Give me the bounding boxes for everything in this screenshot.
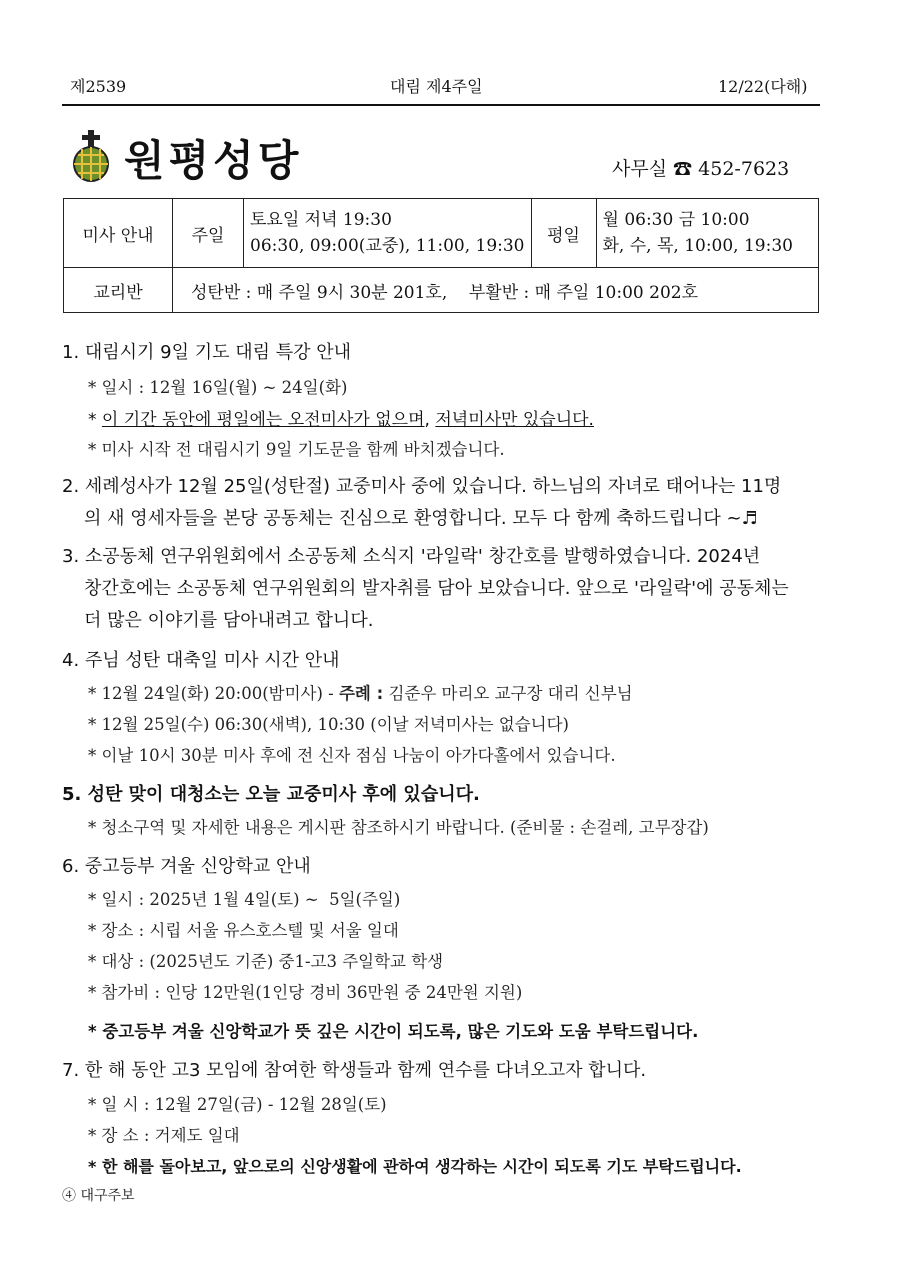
notice-5-title: 5. 성탄 맞이 대청소는 오늘 교중미사 후에 있습니다. [62,784,480,805]
issue-number: 제2539 [70,77,127,96]
notice-2-line-2: 의 새 영세자들을 본당 공동체는 진심으로 환영합니다. 모두 다 함께 축하드립니다 ~♬ [84,508,758,529]
notice-1-detail-2 [88,405,594,430]
no-morning-mass-note: 이 기간 동안에 평일에는 오전미사가 없으며 [101,410,425,430]
sunday-times-line1: 토요일 저녁 19:30 [250,210,392,230]
office-contact [612,154,789,181]
notice-4-detail-3: * 이날 10시 30분 미사 후에 전 신자 점심 나눔이 아가다홀에서 있습니다. [88,746,616,765]
liturgical-week: 대림 제4주일 [390,77,483,96]
footer-page-label: ④ 대구주보 [62,1188,135,1204]
notice-1-detail-3: * 미사 시작 전 대림시기 9일 기도문을 함께 바치겠습니다. [88,440,505,459]
sunday-times-line2: 06:30, 09:00(교중), 11:00, 19:30 [250,236,525,256]
notice-6-title: 6. 중고등부 겨울 신앙학교 안내 [62,856,311,877]
church-logo-icon [66,130,116,182]
notice-3-line-1: 3. 소공동체 연구위원회에서 소공동체 소식지 '라일락' 창간호를 발행하였습니다. 2024년 [62,546,761,567]
notice-6-detail-2: * 장소 : 시립 서울 유스호스텔 및 서울 일대 [88,921,399,940]
notice-7-detail-2: * 장 소 : 거제도 일대 [88,1126,240,1145]
notice-6-detail-5: * 중고등부 겨울 신앙학교가 뜻 깊은 시간이 되도록, 많은 기도와 도움 부탁드립니다. [88,1022,699,1041]
notice-1-detail-1: * 일시 : 12월 16일(월) ~ 24일(화) [88,378,348,397]
sunday-times [244,199,532,268]
mass-label: 미사 안내 [64,199,173,268]
catechism-schedule: 성탄반 : 매 주일 9시 30분 201호, 부활반 : 매 주일 10:00 202호 [173,268,819,313]
office-label: 사무실 [612,158,668,180]
phone-number: 452-7623 [698,158,790,180]
notice-7-title: 7. 한 해 동안 고3 모임에 참여한 학생들과 함께 연수를 다녀오고자 합니다. [62,1060,647,1081]
notice-4-detail-1 [88,680,633,704]
celebrant-name: 김준우 마리오 교구장 대리 신부님 [383,684,633,703]
weekday-times [596,199,819,268]
weekday-times-line2: 화, 수, 목, 10:00, 19:30 [602,236,793,256]
sunday-label: 주일 [173,199,244,268]
celebrant-label: 주례 : [338,684,384,703]
catechism-label: 교리반 [64,268,173,313]
christmas-eve-mass: * 12월 24일(화) 20:00(밤미사) - [88,684,339,703]
notice-4-detail-2: * 12월 25일(수) 06:30(새벽), 10:30 (이날 저녁미사는 없습니다) [88,715,569,734]
notice-7-detail-3: * 한 해를 돌아보고, 앞으로의 신앙생활에 관하여 생각하는 시간이 되도록 기도 부탁드립니다. [88,1157,742,1176]
separator: , [424,410,436,430]
notice-2-line-1: 2. 세례성사가 12월 25일(성탄절) 교중미사 중에 있습니다. 하느님의 자녀로 태어나는 11명 [62,476,782,497]
header-divider [62,104,820,106]
notice-3-line-2: 창간호에는 소공동체 연구위원회의 발자취를 담아 보았습니다. 앞으로 '라일락'에 공동체는 [84,578,789,599]
notice-6-detail-3: * 대상 : (2025년도 기준) 중1-고3 주일학교 학생 [88,952,444,971]
mass-schedule-table [63,198,819,313]
notice-5-detail-1: * 청소구역 및 자세한 내용은 게시판 참조하시기 바랍니다. (준비물 : 손걸레, 고무장갑) [88,818,709,837]
weekday-times-line1: 월 06:30 금 10:00 [602,210,750,230]
parish-name: 원평성당 [124,136,303,185]
weekday-label: 평일 [531,199,596,268]
notice-7-detail-1: * 일 시 : 12월 27일(금) - 12월 28일(토) [88,1095,387,1114]
bullet: * [88,410,102,430]
notice-3-line-3: 더 많은 이야기를 담아내려고 합니다. [84,610,374,631]
issue-date: 12/22(다해) [718,77,808,96]
notice-4-title: 4. 주님 성탄 대축일 미사 시간 안내 [62,650,340,671]
notice-1-title: 1. 대림시기 9일 기도 대림 특강 안내 [62,342,351,363]
notice-6-detail-1: * 일시 : 2025년 1월 4일(토) ~ 5일(주일) [88,890,401,909]
notice-6-detail-4: * 참가비 : 인당 12만원(1인당 경비 36만원 중 24만원 지원) [88,983,523,1002]
evening-mass-note: 저녁미사만 있습니다. [435,410,594,430]
phone-icon: ☎ [673,158,693,180]
